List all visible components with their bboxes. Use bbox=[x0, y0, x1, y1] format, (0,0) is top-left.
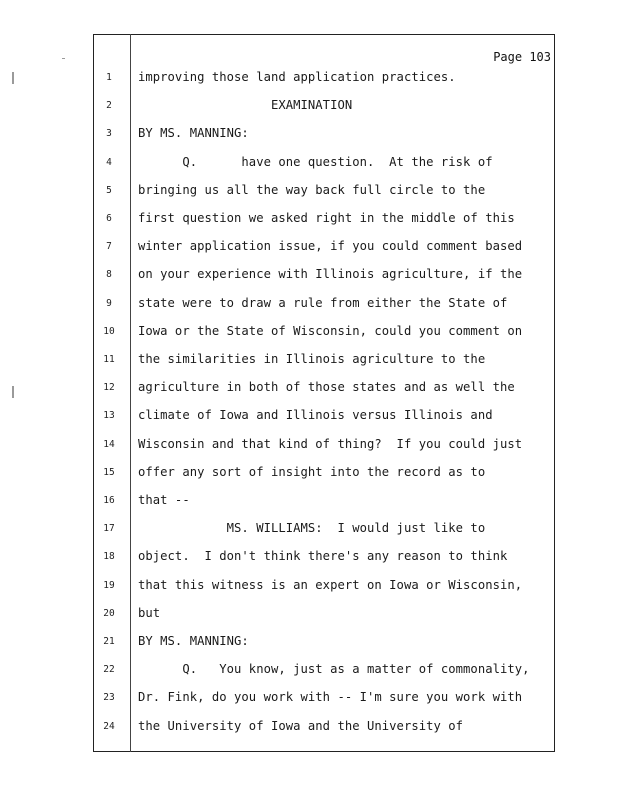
line-number: 20 bbox=[103, 607, 115, 619]
transcript-line: bringing us all the way back full circle to the bbox=[138, 182, 486, 197]
line-number: 9 bbox=[106, 297, 112, 309]
transcript-line: climate of Iowa and Illinois versus Illinois and bbox=[138, 408, 493, 423]
transcript-line: the similarities in Illinois agriculture to the bbox=[138, 352, 486, 366]
line-number: 3 bbox=[106, 128, 112, 140]
transcript-line: EXAMINATION bbox=[138, 98, 353, 113]
transcript-line: state were to draw a rule from either the State of bbox=[138, 295, 508, 310]
line-number: 18 bbox=[103, 551, 115, 563]
transcript-line: that -- bbox=[138, 493, 190, 507]
transcript-line: on your experience with Illinois agriculture, if the bbox=[138, 267, 523, 282]
transcript-line: BY MS. MANNING: bbox=[138, 634, 249, 648]
line-number: 1 bbox=[106, 72, 112, 83]
line-number: 11 bbox=[103, 354, 115, 365]
transcript-line: Dr. Fink, do you work with -- I'm sure you work with bbox=[138, 690, 523, 705]
transcript-line: improving those land application practices. bbox=[138, 70, 456, 84]
line-number: 7 bbox=[106, 241, 112, 253]
line-number: 5 bbox=[106, 184, 112, 196]
transcript-line: object. I don't think there's any reason to think bbox=[138, 549, 508, 564]
transcript-line: Q. You know, just as a matter of commonality, bbox=[138, 662, 530, 677]
transcript-line: offer any sort of insight into the record as to bbox=[138, 464, 486, 479]
line-number: 23 bbox=[103, 692, 115, 704]
line-number: 17 bbox=[103, 523, 115, 535]
transcript-line: BY MS. MANNING: bbox=[138, 126, 249, 141]
line-number: 8 bbox=[106, 269, 112, 281]
line-number: 15 bbox=[103, 466, 115, 478]
scan-artifact bbox=[12, 72, 14, 84]
page-number: Page 103 bbox=[493, 50, 551, 64]
line-number: 19 bbox=[103, 579, 115, 591]
transcript-line: winter application issue, if you could comment based bbox=[138, 239, 523, 254]
line-number: 12 bbox=[103, 382, 115, 394]
scan-artifact bbox=[62, 58, 65, 59]
transcript-line: Q. have one question. At the risk of bbox=[138, 154, 493, 169]
transcript-line: Iowa or the State of Wisconsin, could you comment on bbox=[138, 323, 523, 338]
transcript-line: Wisconsin and that kind of thing? If you could just bbox=[138, 436, 523, 451]
transcript-line: the University of Iowa and the University of bbox=[138, 718, 464, 733]
line-number-margin-rule bbox=[130, 34, 131, 752]
transcript-line: first question we asked right in the middle of this bbox=[138, 211, 515, 225]
scan-artifact bbox=[12, 386, 14, 398]
line-number: 16 bbox=[103, 495, 115, 506]
line-number: 4 bbox=[106, 156, 112, 168]
line-number: 10 bbox=[103, 325, 115, 337]
line-number: 22 bbox=[103, 664, 115, 676]
line-number: 13 bbox=[103, 410, 115, 422]
transcript-line: agriculture in both of those states and as well the bbox=[138, 380, 515, 395]
transcript-line: MS. WILLIAMS: I would just like to bbox=[138, 521, 486, 536]
transcript-line: that this witness is an expert on Iowa or Wisconsin, bbox=[138, 577, 523, 592]
line-number: 2 bbox=[106, 100, 112, 112]
line-number: 21 bbox=[103, 636, 115, 647]
line-number: 6 bbox=[106, 213, 112, 224]
line-number: 14 bbox=[103, 438, 115, 450]
line-number: 24 bbox=[103, 720, 115, 732]
transcript-line: but bbox=[138, 605, 161, 620]
